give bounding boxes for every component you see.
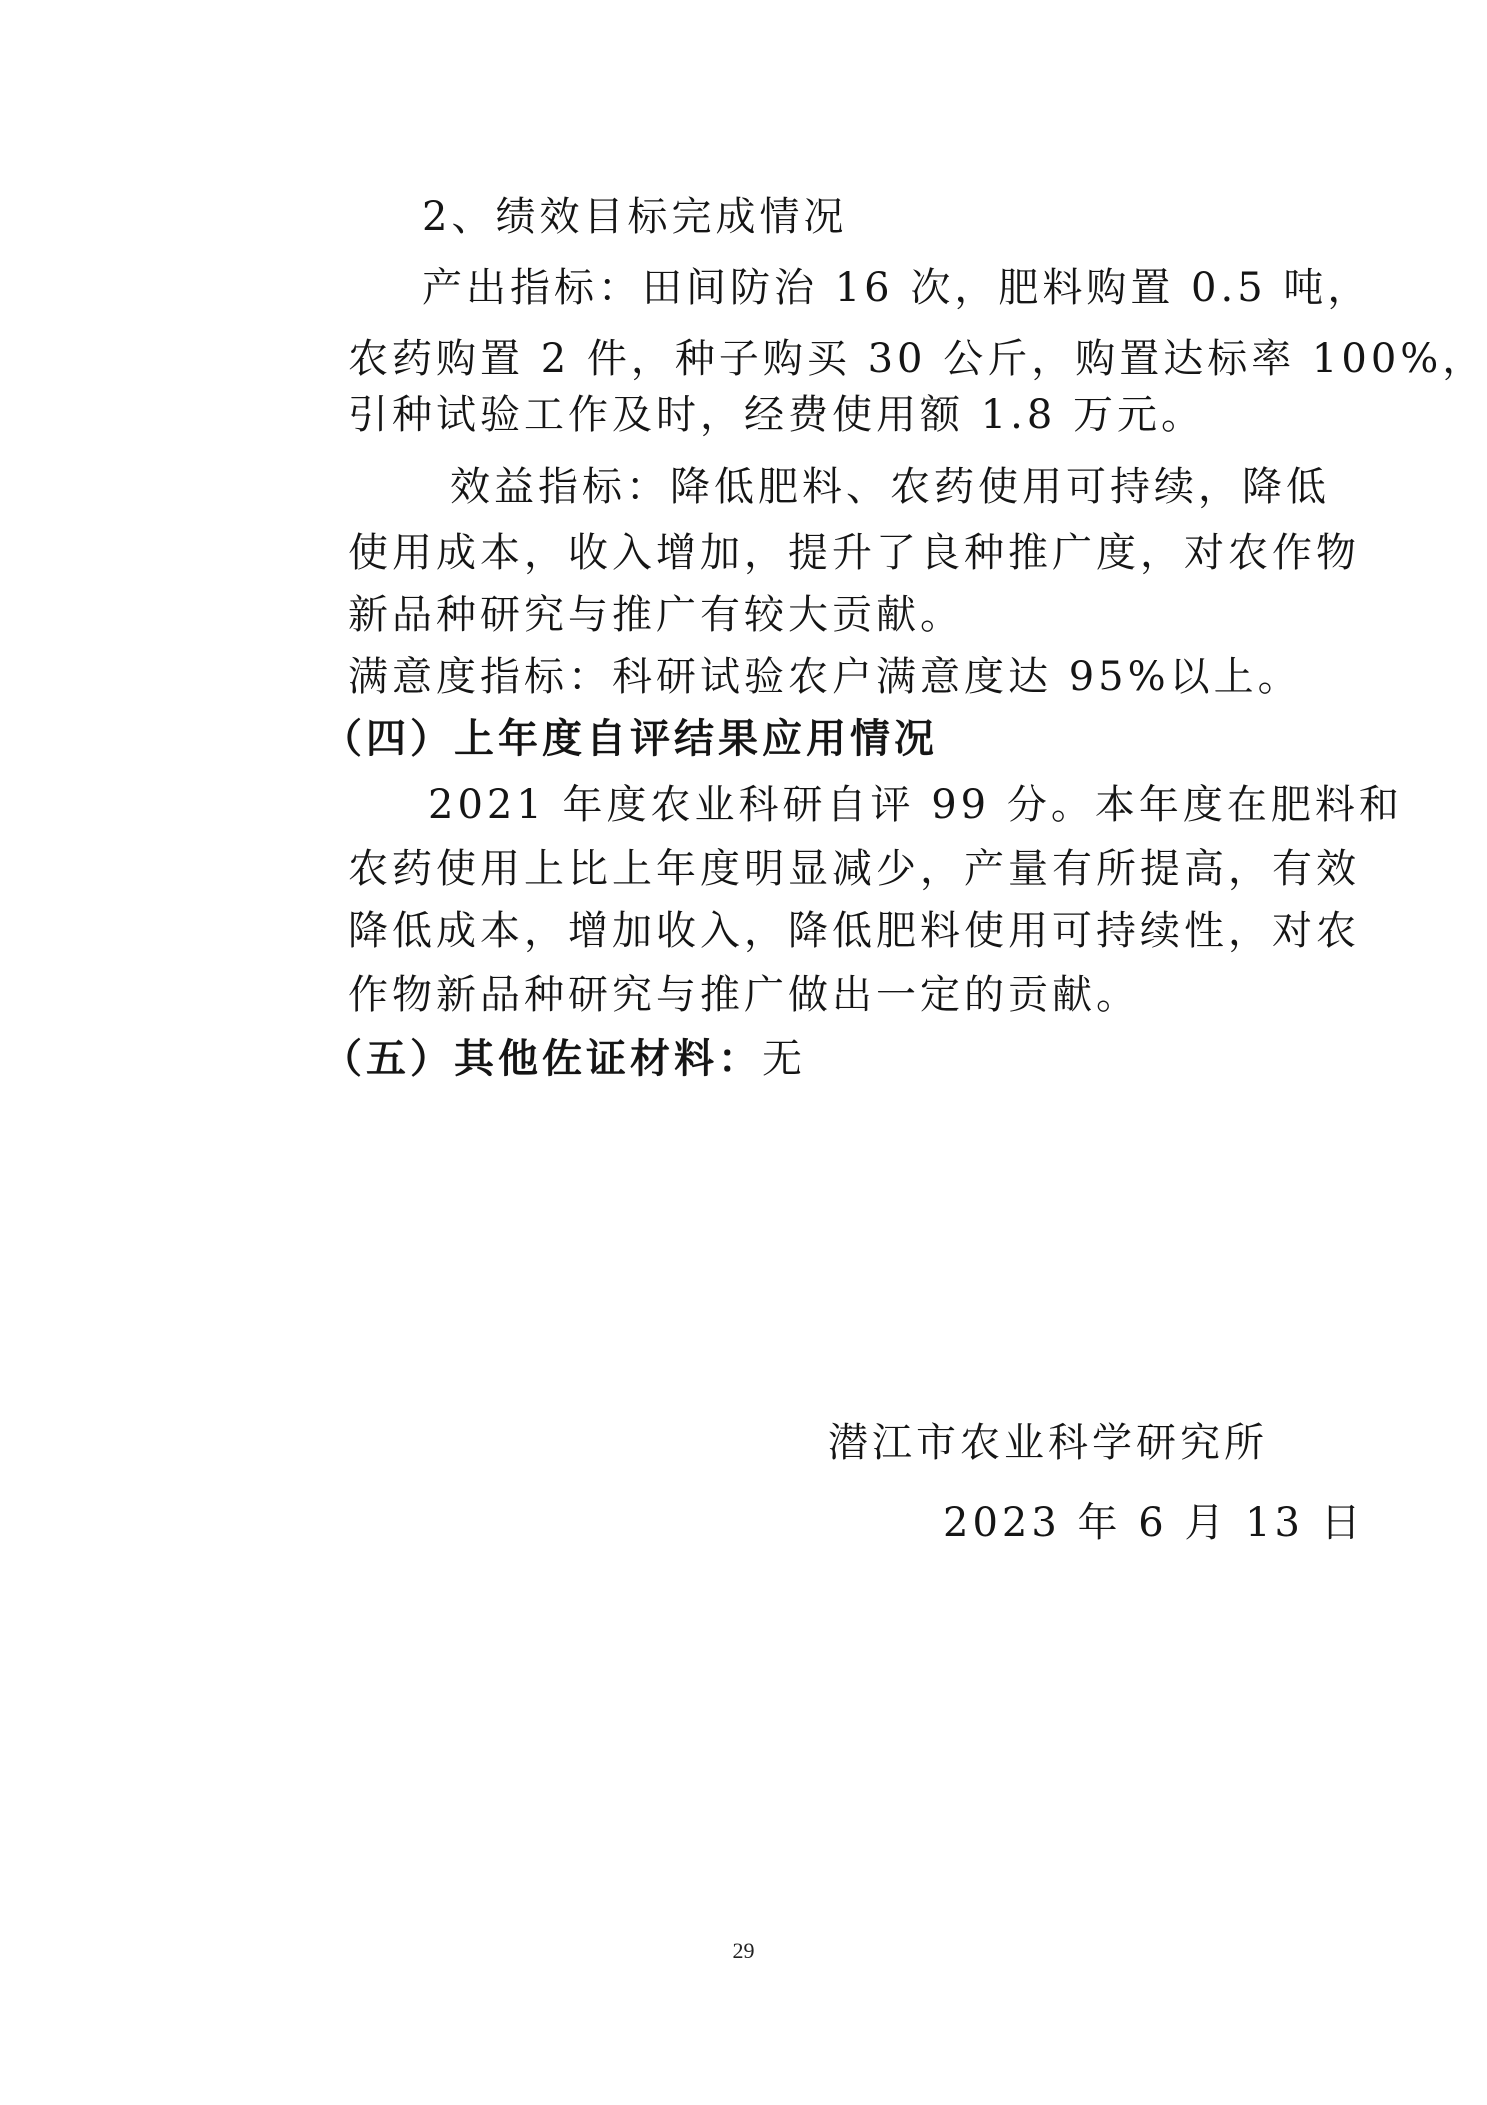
satisfaction-indicator: 满意度指标：科研试验农户满意度达 95%以上。: [348, 654, 1302, 700]
section-4-paragraph-line-2: 农药使用上比上年度明显减少，产量有所提高，有效: [348, 846, 1360, 892]
benefit-indicator-line-3: 新品种研究与推广有较大贡献。: [348, 592, 964, 638]
section-5-value: 无: [762, 1036, 806, 1082]
benefit-indicator-line-2: 使用成本，收入增加，提升了良种推广度，对农作物: [348, 530, 1360, 576]
signature-organization: 潜江市农业科学研究所: [828, 1420, 1268, 1466]
page-number: 29: [732, 1938, 755, 1963]
section-5-label: （五）其他佐证材料：: [322, 1035, 762, 1082]
output-indicator-line-1: 产出指标：田间防治 16 次，肥料购置 0.5 吨，: [422, 265, 1372, 311]
section-5-heading: [322, 1034, 806, 1084]
section-4-paragraph-line-4: 作物新品种研究与推广做出一定的贡献。: [348, 972, 1140, 1018]
signature-date: 2023 年 6 月 13 日: [943, 1500, 1365, 1546]
section-4-paragraph-line-1: 2021 年度农业科研自评 99 分。本年度在肥料和: [428, 782, 1403, 828]
section-4-heading: （四）上年度自评结果应用情况: [322, 715, 938, 762]
output-indicator-line-2: 农药购置 2 件，种子购买 30 公斤，购置达标率 100%，: [348, 336, 1487, 382]
benefit-indicator-line-1: 效益指标：降低肥料、农药使用可持续，降低: [450, 464, 1330, 510]
output-indicator-line-3: 引种试验工作及时，经费使用额 1.8 万元。: [348, 392, 1206, 438]
section-2-title: 2、绩效目标完成情况: [422, 194, 848, 240]
section-4-paragraph-line-3: 降低成本，增加收入，降低肥料使用可持续性，对农: [348, 908, 1360, 954]
